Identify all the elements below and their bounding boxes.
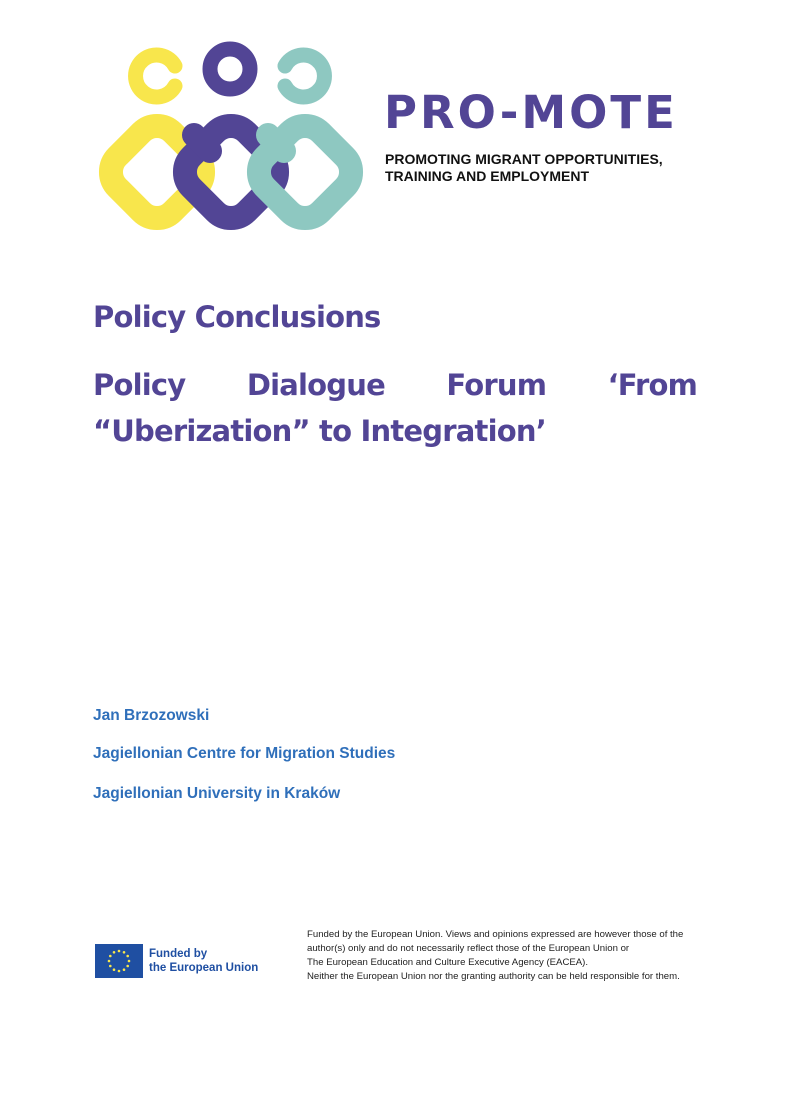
tagline-line: TRAINING AND EMPLOYMENT — [385, 168, 590, 184]
title-word: Forum — [446, 368, 547, 402]
eu-funding-logo — [95, 944, 258, 978]
author-centre: Jagiellonian Centre for Migration Studies — [93, 745, 396, 762]
title-line-1 — [93, 362, 697, 408]
disclaimer-line: The European Education and Culture Executive Agency (EACEA). — [307, 957, 589, 968]
author-university: Jagiellonian University in Kraków — [93, 785, 341, 802]
disclaimer-line: Funded by the European Union. Views and opinions expressed are however those of the — [307, 929, 684, 940]
title-word: Dialogue — [246, 368, 385, 402]
funding-disclaimer — [307, 928, 707, 984]
eu-flag-icon — [95, 944, 143, 978]
disclaimer-line: author(s) only and do not necessarily reflect those of the European Union or — [307, 943, 630, 954]
eu-funded-line: Funded by — [149, 948, 208, 960]
tagline-line: PROMOTING MIGRANT OPPORTUNITIES, — [385, 151, 663, 167]
eu-funded-line: the European Union — [149, 962, 259, 974]
document-type: Policy Conclusions — [93, 300, 381, 334]
title-line-2: “Uberization” to Integration’ — [93, 414, 546, 448]
document-title — [93, 362, 697, 454]
author-name: Jan Brzozowski — [93, 707, 210, 724]
pro-mote-logo-icon — [92, 40, 374, 244]
brand-tagline — [385, 151, 663, 185]
brand-name: PRO-MOTE — [384, 86, 678, 139]
title-word: Policy — [93, 368, 186, 402]
eu-funded-label — [149, 947, 258, 975]
title-word: ‘From — [607, 368, 697, 402]
disclaimer-line: Neither the European Union nor the granting authority can be held responsible for them. — [307, 971, 680, 982]
